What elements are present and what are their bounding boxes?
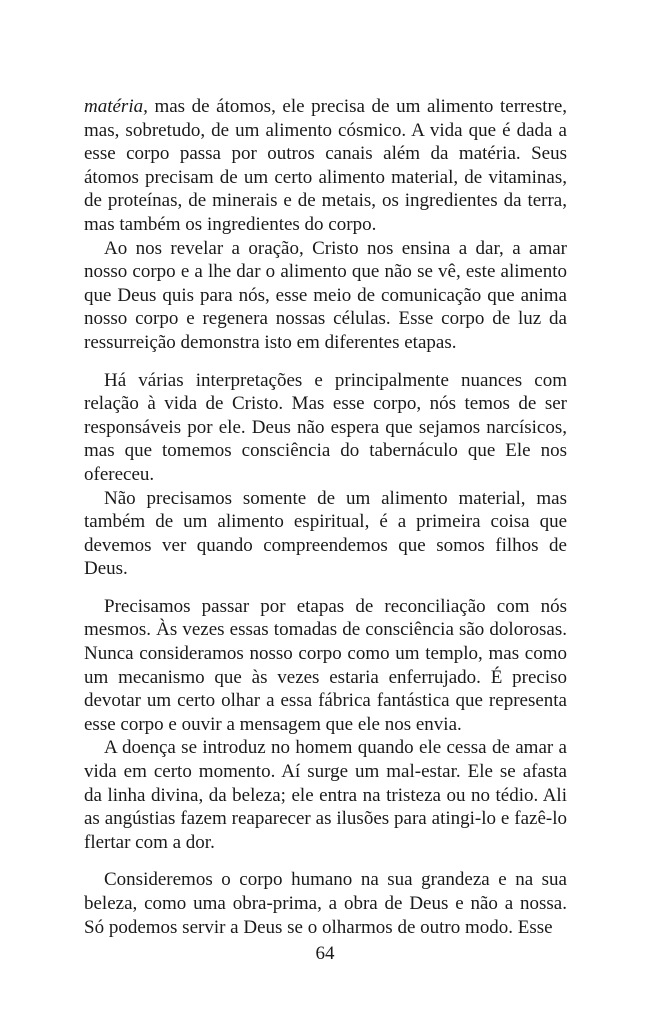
- paragraph-2: Ao nos revelar a oração, Cristo nos ensina a dar, a amar nosso corpo e a lhe dar o alimento que não se vê, este alimento que Deus quis para nós, esse meio de comunicação que anima nosso corpo e regenera nossas células. Esse corpo de luz da ressurreição demonstra isto em diferentes etapas.: [84, 237, 567, 353]
- paragraph-5: Precisamos passar por etapas de reconciliação com nós mesmos. Às vezes essas tomadas de consciência são dolorosas. Nunca consideramos nosso corpo como um templo, mas como um mecanismo que às vezes estaria enferrujado. É preciso devotar um certo olhar a essa fábrica fantástica que representa esse corpo e ouvir a mensagem que ele nos envia.: [84, 595, 567, 735]
- paragraph-1: [84, 95, 567, 237]
- paragraph-6: A doença se introduz no homem quando ele cessa de amar a vida em certo momento. Aí surge um mal-estar. Ele se afasta da linha divina, da beleza; ele entra na tristeza ou no tédio. Ali as angústias fazem reaparecer as ilusões para atingi-lo e fazê-lo flertar com a dor.: [84, 737, 567, 853]
- paragraph-1-text: mas de átomos, ele precisa de um alimento terrestre, mas, sobretudo, de um alimento cósmico. A vida que é dada a esse corpo passa por outros canais além da matéria. Seus átomos precisam de um certo alimento material, de vitaminas, de proteínas, de minerais e de metais, os ingredientes da terra, mas também os ingredientes do corpo.: [84, 96, 567, 235]
- paragraph-3: Há várias interpretações e principalmente nuances com relação à vida de Cristo. Mas esse corpo, nós temos de ser responsáveis por ele. Deus não espera que sejamos narcísicos, mas que tomemos consciência do tabernáculo que Ele nos ofereceu.: [84, 369, 567, 485]
- italic-word: matéria,: [84, 96, 148, 117]
- page-number: 64: [315, 943, 335, 964]
- paragraph-4: Não precisamos somente de um alimento material, mas também de um alimento espiritual, é a primeira coisa que devemos ver quando compreendemos que somos filhos de Deus.: [84, 487, 567, 580]
- page-body: [84, 95, 567, 939]
- paragraph-7: Consideremos o corpo humano na sua grandeza e na sua beleza, como uma obra-prima, a obra de Deus e não a nossa. Só podemos servir a Deus se o olharmos de outro modo. Esse: [84, 869, 567, 938]
